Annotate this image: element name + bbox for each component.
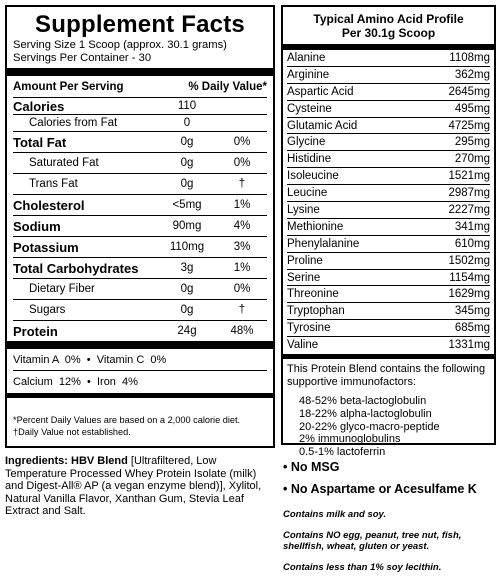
amino-acid-value: 4725mg [448, 119, 490, 132]
vitamin-c: Vitamin C 0% [96, 353, 167, 366]
amino-acid-row [287, 168, 490, 185]
amino-acid-name: Lysine [287, 204, 320, 217]
amino-acid-value: 2645mg [448, 85, 490, 98]
amino-acid-name: Proline [287, 254, 323, 267]
amino-acid-name: Tryptophan [287, 305, 345, 318]
calcium: Calcium 12% [13, 376, 81, 388]
immunofactor-item: 20-22% glyco-macro-peptide [299, 420, 440, 433]
iron: Iron 4% [96, 376, 138, 388]
amino-acid-row [287, 236, 490, 253]
bullet: • [86, 376, 91, 388]
amino-acid-value: 1108mg [449, 52, 490, 64]
amino-acid-row [287, 253, 490, 270]
vitamins-row [13, 349, 267, 371]
amino-acid-name: Methionine [287, 220, 344, 233]
amino-acid-value: 1154mg [449, 271, 490, 284]
divider-thick [7, 68, 273, 76]
facts-title: Supplement Facts [35, 11, 245, 38]
nutrient-row-total-fat: Total Fat 0g 0% [13, 132, 267, 153]
amino-acid-row [287, 219, 490, 236]
amino-acid-row [287, 286, 490, 303]
amino-acid-name: Phenylalanine [287, 237, 360, 250]
calories-fat-value: 0 [183, 117, 191, 129]
allergen-free-of: Contains NO egg, peanut, tree nut, fish, shellfish, wheat, gluten or yeast. [283, 529, 462, 552]
amino-acid-value: 610mg [454, 237, 490, 250]
amino-acid-name: Isoleucine [287, 170, 339, 183]
amino-acid-value: 685mg [454, 322, 490, 335]
amino-acid-value: 2227mg [448, 204, 490, 217]
amino-acid-row [287, 303, 490, 320]
amino-acid-value: 495mg [454, 102, 490, 115]
divider-medium [283, 354, 494, 359]
divider-medium [7, 393, 273, 398]
footnote-daily-values: *Percent Daily Values are based on a 2,000 calorie diet. [13, 415, 241, 425]
nutrient-row-saturated-fat: Saturated Fat 0g 0% [13, 153, 267, 174]
amino-acid-value: 1521mg [448, 170, 490, 183]
amino-acid-value: 362mg [454, 68, 490, 81]
immunofactor-item: 2% immunoglobulins [299, 433, 401, 446]
claim-no-msg: • No MSG [283, 460, 340, 474]
amino-acid-name: Threonine [287, 288, 339, 301]
nutrient-row-trans-fat: Trans Fat 0g † [13, 174, 267, 195]
calories-label: Calories [13, 98, 65, 114]
supplement-facts-panel [5, 5, 275, 448]
amino-acid-row [287, 151, 490, 168]
amino-acid-row [287, 320, 490, 337]
divider-thick [7, 341, 273, 349]
immunofactor-list [287, 395, 490, 459]
minerals-row [13, 371, 267, 393]
amino-acid-panel [281, 5, 496, 459]
amino-acid-row [287, 134, 490, 151]
calories-value: 110 [177, 100, 197, 112]
nutrient-row-potassium: Potassium 110mg 3% [13, 237, 267, 258]
amino-acid-name: Histidine [287, 153, 332, 166]
amino-acid-row [287, 202, 490, 219]
nutrient-row-sodium: Sodium 90mg 4% [13, 216, 267, 237]
amino-acid-name: Valine [287, 339, 319, 352]
immunofactor-item: 48-52% beta-lactoglobulin [299, 395, 427, 408]
amino-acid-row [287, 101, 490, 118]
nutrient-row-dietary-fiber: Dietary Fiber 0g 0% [13, 279, 267, 300]
nutrient-row-sugars: Sugars 0g † [13, 300, 267, 321]
facts-header-row [13, 76, 267, 98]
claims [283, 459, 498, 573]
amino-acid-name: Glutamic Acid [287, 119, 358, 132]
amino-acid-value: 295mg [454, 136, 490, 149]
amino-acid-name: Leucine [287, 187, 328, 200]
footnote-not-established: †Daily Value not established. [13, 426, 131, 437]
amino-acid-name: Aspartic Acid [287, 85, 354, 98]
amount-per-serving-label: Amount Per Serving [13, 81, 124, 93]
blend-intro: This Protein Blend contains the following supportive immunofactors: [287, 363, 486, 389]
amino-acid-row [287, 67, 490, 84]
serving-size: Serving Size 1 Scoop (approx. 30.1 grams) [13, 39, 227, 51]
calories-from-fat-row [13, 115, 267, 132]
calories-fat-label: Calories from Fat [29, 117, 118, 129]
amino-acid-row [287, 270, 490, 287]
calories-row [13, 98, 267, 115]
daily-value-header: % Daily Value* [188, 81, 267, 93]
amino-acid-value: 2987mg [448, 187, 490, 200]
ingredients-text: [Ultrafiltered, Low Temperature Processed Whey Protein Isolate (milk) and Digest-All® AP (a vegan enzyme blend)], Xylitol, Natural Vanilla Flavor, Xanthan Gum, Stevia Leaf Extract and Salt. [5, 455, 262, 518]
amino-acid-value: 1331mg [448, 339, 490, 352]
allergen-contains: Contains milk and soy. [283, 509, 387, 520]
nutrient-row-protein: Protein 24g 48% [13, 323, 254, 339]
nutrient-row-cholesterol: Cholesterol <5mg 1% [13, 195, 267, 216]
footnote [13, 415, 267, 438]
ingredients-label: Ingredients: HBV Blend [5, 455, 128, 467]
bullet: • [86, 353, 91, 366]
amino-acid-name: Cysteine [287, 102, 332, 115]
amino-acid-row [287, 50, 490, 67]
amino-acid-row [287, 84, 490, 101]
amino-acid-value: 1629mg [448, 288, 490, 301]
amino-acid-name: Alanine [287, 52, 326, 64]
amino-acid-name: Serine [287, 271, 321, 284]
amino-acid-value: 270mg [454, 153, 490, 166]
amino-title: Typical Amino Acid Profile Per 30.1g Scoop [313, 12, 464, 40]
amino-acid-name: Glycine [287, 136, 326, 149]
immunofactor-item: 0.5-1% lactoferrin [299, 446, 386, 459]
allergen-soy-lecithin: Contains less than 1% soy lecithin. [283, 561, 442, 573]
nutrient-row-total-carbohydrates: Total Carbohydrates 3g 1% [13, 258, 267, 279]
claim-no-aspartame: • No Aspartame or Acesulfame K [283, 482, 477, 496]
amino-acid-list [287, 50, 490, 354]
vitamin-a: Vitamin A 0% [13, 353, 81, 366]
amino-acid-value: 341mg [454, 220, 490, 233]
immunofactor-item: 18-22% alpha-lactoglobulin [299, 407, 432, 420]
amino-acid-row [287, 118, 490, 135]
amino-acid-name: Arginine [287, 68, 330, 81]
amino-acid-value: 1502mg [448, 254, 490, 267]
servings-per-container: Servings Per Container - 30 [13, 52, 152, 64]
amino-acid-row [287, 337, 490, 354]
amino-acid-name: Tyrosine [287, 322, 331, 335]
amino-acid-row [287, 185, 490, 202]
ingredients [5, 455, 277, 518]
amino-acid-value: 345mg [454, 305, 490, 318]
